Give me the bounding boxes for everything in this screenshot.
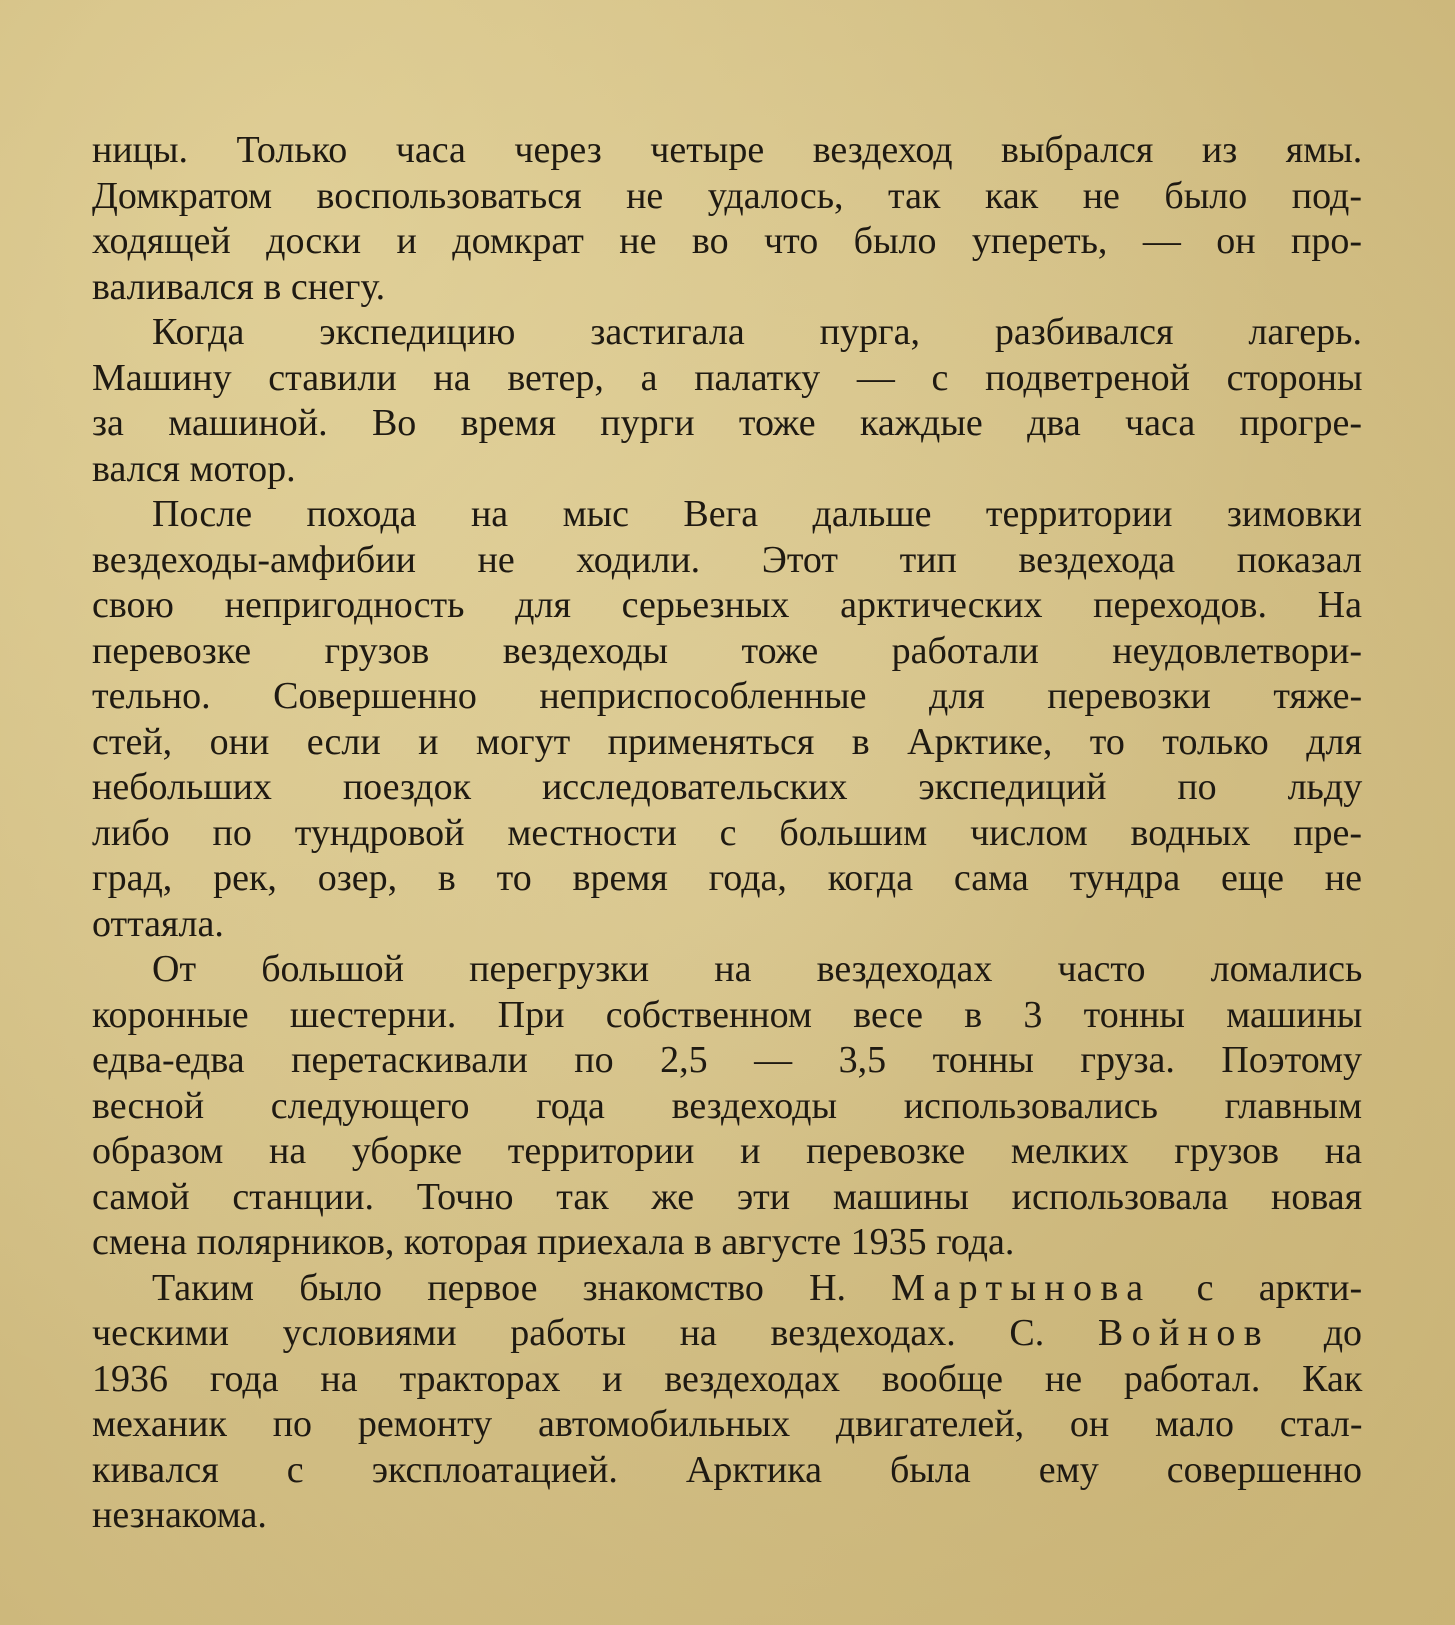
- text-line: 1936 года на тракторах и вездеходах вообще не работал. Как: [92, 1357, 1363, 1400]
- text-line: валивался в снегу.: [92, 265, 386, 308]
- text-line: механик по ремонту автомобильных двигателей, он мало стал-: [92, 1403, 1363, 1445]
- paragraph-3: [92, 492, 1362, 947]
- text-line: весной следующего года вездеходы использовались главным: [92, 1084, 1362, 1127]
- line-text: ческими условиями работы на вездеходах. С.: [92, 1312, 1098, 1354]
- text-line: вался мотор.: [92, 447, 296, 490]
- text-line: [92, 1266, 1362, 1312]
- text-line: Машину ставили на ветер, а палатку — с подветреной стороны: [92, 356, 1363, 399]
- text-line: едва-едва перетаскивали по 2,5 — 3,5 тонны груза. Поэтому: [92, 1039, 1363, 1081]
- text-line: небольших поездок исследовательских экспедиций по льду: [92, 766, 1363, 808]
- text-line: перевозке грузов вездеходы тоже работали неудовлетвори-: [92, 629, 1362, 672]
- line-text: с аркти-: [1151, 1266, 1363, 1309]
- text-line: свою непригодность для серьезных арктических переходов. На: [92, 584, 1362, 626]
- text-line: смена полярников, которая приехала в августе 1935 года.: [92, 1221, 1015, 1263]
- text-line: коронные шестерни. При собственном весе в 3 тонны машины: [92, 993, 1363, 1036]
- text-line: незнакома.: [92, 1494, 267, 1536]
- paragraph-5: [92, 1266, 1362, 1539]
- name-martynov: Мартынова: [891, 1266, 1152, 1309]
- text-line: оттаяла.: [92, 902, 224, 945]
- text-line: кивался с эксплоатацией. Арктика была ему совершенно: [92, 1448, 1362, 1491]
- text-line: вездеходы-амфибии не ходили. Этот тип вездехода показал: [92, 538, 1362, 581]
- paragraph-1: [92, 128, 1362, 310]
- line-text: Таким было первое знакомство Н.: [152, 1266, 892, 1309]
- text-line: град, рек, озер, в то время года, когда сама тундра еще не: [92, 857, 1362, 899]
- text-line: [92, 1311, 1362, 1357]
- text-line: ницы. Только часа через четыре вездеход выбрался из ямы.: [92, 129, 1363, 171]
- text-line: От большой перегрузки на вездеходах часто ломались: [152, 948, 1363, 990]
- paragraph-2: [92, 310, 1362, 492]
- text-line: за машиной. Во время пурги тоже каждые два часа прогре-: [92, 402, 1362, 444]
- paragraph-4: [92, 947, 1362, 1266]
- text-line: либо по тундровой местности с большим числом водных пре-: [92, 811, 1363, 854]
- text-line: После похода на мыс Вега дальше территории зимовки: [152, 493, 1362, 535]
- text-line: тельно. Совершенно неприспособленные для перевозки тяже-: [92, 675, 1363, 717]
- text-line: самой станции. Точно так же эти машины использовала новая: [92, 1175, 1363, 1218]
- line-text: до: [1270, 1312, 1363, 1354]
- text-line: образом на уборке территории и перевозке мелких грузов на: [92, 1130, 1362, 1172]
- page-text: [92, 128, 1362, 1539]
- text-line: Домкратом воспользоваться не удалось, так как не было под-: [92, 174, 1362, 217]
- text-line: Когда экспедицию застигала пурга, разбивался лагерь.: [152, 311, 1362, 353]
- name-voynov: Войнов: [1097, 1312, 1271, 1354]
- text-line: ходящей доски и домкрат не во что было упереть, — он про-: [92, 220, 1362, 262]
- text-line: стей, они если и могут применяться в Арктике, то только для: [92, 720, 1362, 763]
